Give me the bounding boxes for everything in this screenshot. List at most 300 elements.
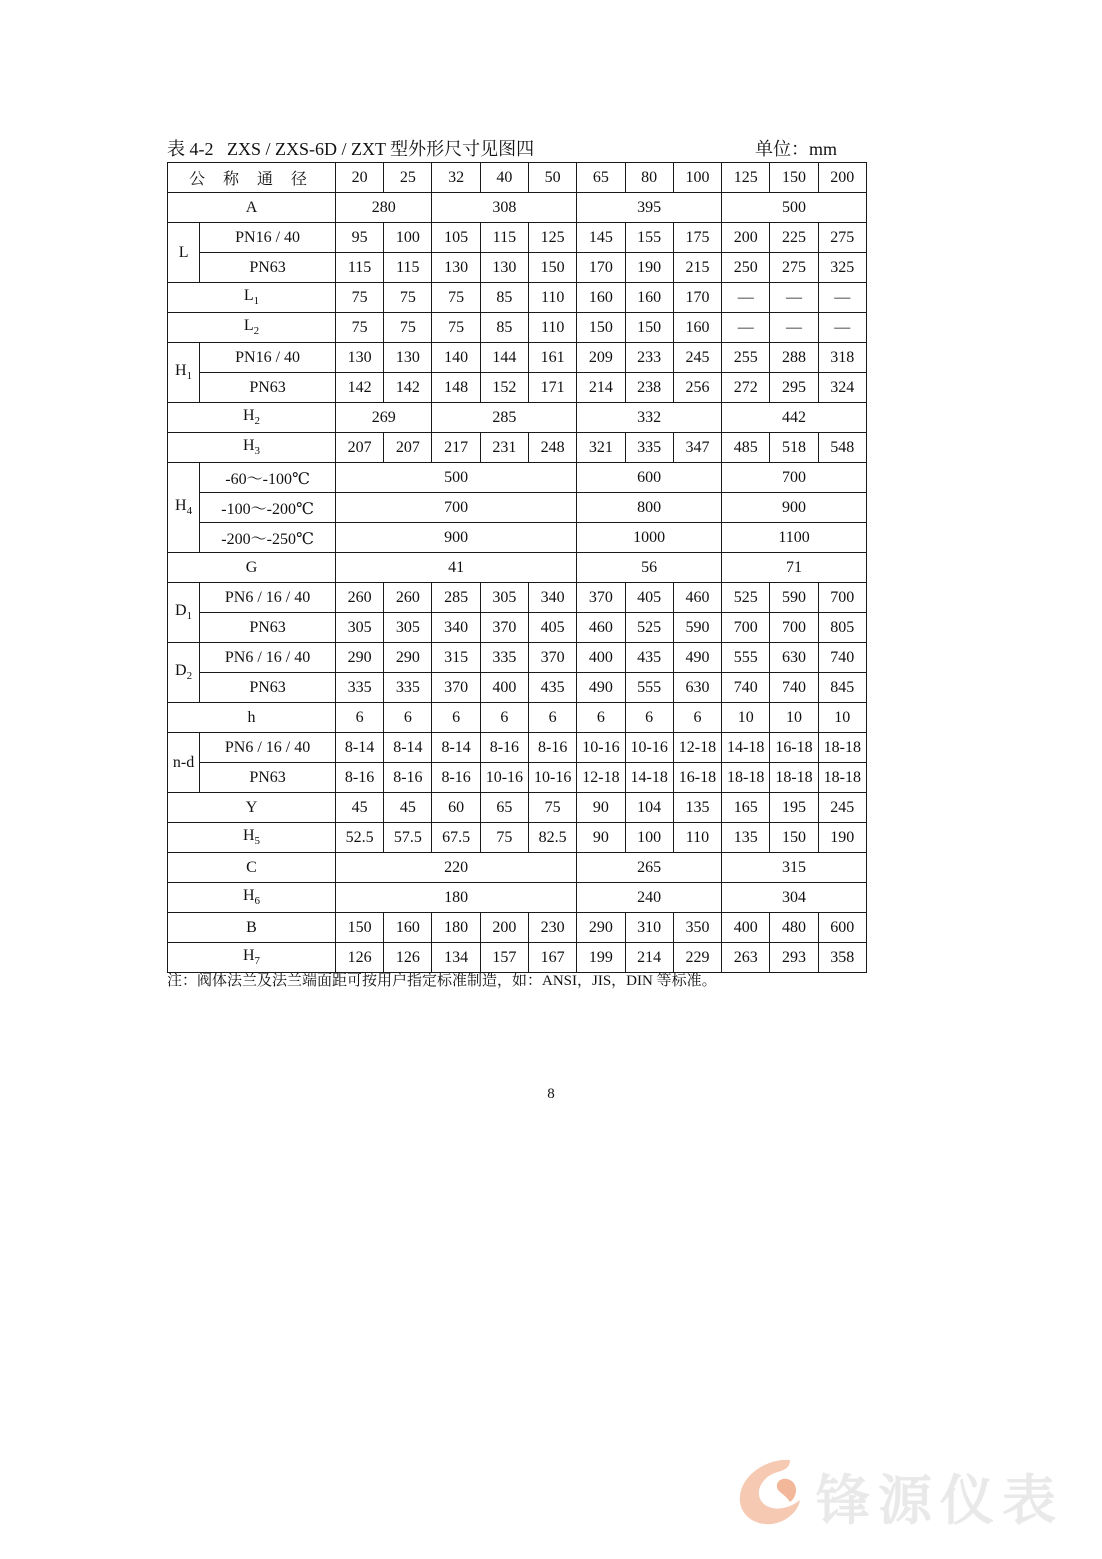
value-cell: 18-18 bbox=[818, 733, 866, 763]
row-label bbox=[168, 583, 200, 643]
value-cell: 18-18 bbox=[770, 763, 818, 793]
row-sublabel: PN6 / 16 / 40 bbox=[200, 733, 336, 763]
value-cell: 285 bbox=[432, 583, 480, 613]
value-cell: 150 bbox=[577, 313, 625, 343]
header-row bbox=[168, 163, 867, 193]
table-row bbox=[168, 583, 867, 613]
value-cell: 590 bbox=[770, 583, 818, 613]
table-row bbox=[168, 403, 867, 433]
value-cell: 10-16 bbox=[625, 733, 673, 763]
row-label-text: H bbox=[242, 827, 255, 845]
value-cell: 170 bbox=[673, 283, 721, 313]
value-cell: 442 bbox=[722, 403, 867, 433]
value-cell: 90 bbox=[577, 823, 625, 853]
value-cell: 269 bbox=[335, 403, 432, 433]
value-cell: 255 bbox=[722, 343, 770, 373]
value-cell: 400 bbox=[577, 643, 625, 673]
value-cell: 56 bbox=[577, 553, 722, 583]
value-cell: 135 bbox=[722, 823, 770, 853]
value-cell: 315 bbox=[722, 853, 867, 883]
value-cell: 405 bbox=[625, 583, 673, 613]
value-cell: 160 bbox=[384, 913, 432, 943]
table-row bbox=[168, 613, 867, 643]
table-row bbox=[168, 193, 867, 223]
row-sublabel: PN16 / 40 bbox=[200, 223, 336, 253]
value-cell: 340 bbox=[529, 583, 577, 613]
value-cell: 600 bbox=[818, 913, 866, 943]
value-cell: 100 bbox=[625, 823, 673, 853]
value-cell: 230 bbox=[529, 913, 577, 943]
dn-cell: 100 bbox=[673, 163, 721, 193]
value-cell: 740 bbox=[818, 643, 866, 673]
dimension-table bbox=[167, 162, 867, 973]
value-cell: 10-16 bbox=[480, 763, 528, 793]
dn-cell: 32 bbox=[432, 163, 480, 193]
dn-cell: 40 bbox=[480, 163, 528, 193]
value-cell: 310 bbox=[625, 913, 673, 943]
row-sublabel: PN63 bbox=[200, 673, 336, 703]
value-cell: 207 bbox=[384, 433, 432, 463]
value-cell: 800 bbox=[577, 493, 722, 523]
dn-cell: 125 bbox=[722, 163, 770, 193]
table-note: 注：阀体法兰及法兰端面距可按用户指定标准制造，如：ANSI，JIS，DIN 等标准。 bbox=[167, 973, 717, 989]
value-cell: 500 bbox=[722, 193, 867, 223]
value-cell: 145 bbox=[577, 223, 625, 253]
value-cell: 148 bbox=[432, 373, 480, 403]
table-row bbox=[168, 703, 867, 733]
value-cell: 304 bbox=[722, 883, 867, 913]
value-cell: 318 bbox=[818, 343, 866, 373]
value-cell: 260 bbox=[384, 583, 432, 613]
value-cell: 14-18 bbox=[625, 763, 673, 793]
value-cell: — bbox=[722, 283, 770, 313]
value-cell: 104 bbox=[625, 793, 673, 823]
row-label bbox=[168, 853, 336, 883]
value-cell: 82.5 bbox=[529, 823, 577, 853]
value-cell: 290 bbox=[335, 643, 383, 673]
table-row bbox=[168, 343, 867, 373]
value-cell: — bbox=[770, 313, 818, 343]
value-cell: 10-16 bbox=[529, 763, 577, 793]
value-cell: 130 bbox=[480, 253, 528, 283]
value-cell: 16-18 bbox=[673, 763, 721, 793]
value-cell: 160 bbox=[673, 313, 721, 343]
value-cell: 100 bbox=[384, 223, 432, 253]
row-label bbox=[168, 403, 336, 433]
value-cell: 45 bbox=[384, 793, 432, 823]
row-label-index: 1 bbox=[186, 370, 193, 383]
value-cell: 190 bbox=[818, 823, 866, 853]
value-cell: 217 bbox=[432, 433, 480, 463]
value-cell: 335 bbox=[625, 433, 673, 463]
value-cell: 460 bbox=[577, 613, 625, 643]
value-cell: 347 bbox=[673, 433, 721, 463]
value-cell: 150 bbox=[529, 253, 577, 283]
value-cell: 171 bbox=[529, 373, 577, 403]
row-label-index: 3 bbox=[254, 445, 260, 458]
row-sublabel: PN6 / 16 / 40 bbox=[200, 643, 336, 673]
value-cell: 8-16 bbox=[480, 733, 528, 763]
value-cell: 190 bbox=[625, 253, 673, 283]
value-cell: 332 bbox=[577, 403, 722, 433]
row-label-text: H bbox=[175, 497, 187, 515]
value-cell: 525 bbox=[722, 583, 770, 613]
row-label-index: 1 bbox=[186, 610, 193, 623]
value-cell: 548 bbox=[818, 433, 866, 463]
value-cell: 290 bbox=[384, 643, 432, 673]
value-cell: 105 bbox=[432, 223, 480, 253]
value-cell: — bbox=[722, 313, 770, 343]
value-cell: 460 bbox=[673, 583, 721, 613]
row-label bbox=[168, 553, 336, 583]
row-label-text: D bbox=[175, 662, 187, 680]
value-cell: 480 bbox=[770, 913, 818, 943]
value-cell: 700 bbox=[818, 583, 866, 613]
value-cell: 18-18 bbox=[818, 763, 866, 793]
value-cell: 41 bbox=[335, 553, 576, 583]
table-row bbox=[168, 313, 867, 343]
value-cell: 125 bbox=[529, 223, 577, 253]
value-cell: — bbox=[818, 283, 866, 313]
value-cell: 238 bbox=[625, 373, 673, 403]
value-cell: 8-16 bbox=[432, 763, 480, 793]
table-row bbox=[168, 523, 867, 553]
value-cell: 805 bbox=[818, 613, 866, 643]
row-label bbox=[168, 913, 336, 943]
value-cell: 12-18 bbox=[673, 733, 721, 763]
value-cell: 324 bbox=[818, 373, 866, 403]
value-cell: 95 bbox=[335, 223, 383, 253]
value-cell: 335 bbox=[335, 673, 383, 703]
value-cell: 350 bbox=[673, 913, 721, 943]
row-label-text: B bbox=[246, 918, 257, 936]
value-cell: 370 bbox=[577, 583, 625, 613]
value-cell: 900 bbox=[722, 493, 867, 523]
row-label bbox=[168, 223, 200, 283]
value-cell: 315 bbox=[432, 643, 480, 673]
row-sublabel: PN63 bbox=[200, 253, 336, 283]
row-label bbox=[168, 463, 200, 553]
value-cell: 135 bbox=[673, 793, 721, 823]
value-cell: 700 bbox=[770, 613, 818, 643]
value-cell: 155 bbox=[625, 223, 673, 253]
value-cell: 150 bbox=[770, 823, 818, 853]
value-cell: 500 bbox=[335, 463, 576, 493]
row-sublabel: -200～-250℃ bbox=[200, 523, 336, 553]
row-label bbox=[168, 193, 336, 223]
value-cell: 200 bbox=[480, 913, 528, 943]
value-cell: 65 bbox=[480, 793, 528, 823]
value-cell: 321 bbox=[577, 433, 625, 463]
nominal-diameter-label: 公 称 通 径 bbox=[168, 163, 336, 193]
value-cell: 240 bbox=[577, 883, 722, 913]
value-cell: 209 bbox=[577, 343, 625, 373]
value-cell: 75 bbox=[384, 313, 432, 343]
value-cell: 325 bbox=[818, 253, 866, 283]
row-label bbox=[168, 433, 336, 463]
value-cell: 67.5 bbox=[432, 823, 480, 853]
table-row bbox=[168, 733, 867, 763]
value-cell: 90 bbox=[577, 793, 625, 823]
value-cell: 305 bbox=[480, 583, 528, 613]
value-cell: 126 bbox=[384, 943, 432, 973]
value-cell: 6 bbox=[384, 703, 432, 733]
value-cell: 305 bbox=[335, 613, 383, 643]
value-cell: 85 bbox=[480, 313, 528, 343]
dn-cell: 25 bbox=[384, 163, 432, 193]
value-cell: 229 bbox=[673, 943, 721, 973]
page-number: 8 bbox=[547, 1086, 555, 1102]
value-cell: 199 bbox=[577, 943, 625, 973]
table-row bbox=[168, 853, 867, 883]
value-cell: 165 bbox=[722, 793, 770, 823]
table-row bbox=[168, 883, 867, 913]
row-sublabel: PN63 bbox=[200, 613, 336, 643]
value-cell: 75 bbox=[432, 283, 480, 313]
value-cell: 8-14 bbox=[432, 733, 480, 763]
value-cell: 285 bbox=[432, 403, 577, 433]
value-cell: 225 bbox=[770, 223, 818, 253]
value-cell: 8-16 bbox=[335, 763, 383, 793]
row-label-index: 6 bbox=[254, 895, 260, 908]
value-cell: 16-18 bbox=[770, 733, 818, 763]
flame-logo-icon bbox=[728, 1452, 818, 1532]
value-cell: 490 bbox=[673, 643, 721, 673]
row-label-index: 2 bbox=[254, 415, 260, 428]
value-cell: 370 bbox=[529, 643, 577, 673]
value-cell: 630 bbox=[673, 673, 721, 703]
value-cell: 6 bbox=[480, 703, 528, 733]
value-cell: 233 bbox=[625, 343, 673, 373]
value-cell: 700 bbox=[722, 613, 770, 643]
value-cell: 130 bbox=[432, 253, 480, 283]
value-cell: 60 bbox=[432, 793, 480, 823]
dn-cell: 80 bbox=[625, 163, 673, 193]
value-cell: 134 bbox=[432, 943, 480, 973]
value-cell: 405 bbox=[529, 613, 577, 643]
row-label bbox=[168, 643, 200, 703]
row-label bbox=[168, 823, 336, 853]
value-cell: 340 bbox=[432, 613, 480, 643]
value-cell: 200 bbox=[722, 223, 770, 253]
value-cell: 6 bbox=[529, 703, 577, 733]
row-label-index: 7 bbox=[254, 955, 260, 968]
value-cell: 518 bbox=[770, 433, 818, 463]
dn-cell: 200 bbox=[818, 163, 866, 193]
value-cell: 18-18 bbox=[722, 763, 770, 793]
value-cell: 130 bbox=[335, 343, 383, 373]
value-cell: 6 bbox=[577, 703, 625, 733]
table-row bbox=[168, 223, 867, 253]
row-sublabel: -60～-100℃ bbox=[200, 463, 336, 493]
value-cell: 110 bbox=[673, 823, 721, 853]
row-label-text: D bbox=[175, 602, 187, 620]
value-cell: 10 bbox=[722, 703, 770, 733]
value-cell: 175 bbox=[673, 223, 721, 253]
row-label-text: H bbox=[242, 947, 255, 965]
value-cell: 214 bbox=[577, 373, 625, 403]
value-cell: 8-16 bbox=[529, 733, 577, 763]
value-cell: 248 bbox=[529, 433, 577, 463]
value-cell: 256 bbox=[673, 373, 721, 403]
value-cell: 12-18 bbox=[577, 763, 625, 793]
value-cell: 130 bbox=[384, 343, 432, 373]
row-label bbox=[168, 733, 200, 793]
value-cell: — bbox=[818, 313, 866, 343]
table-row bbox=[168, 673, 867, 703]
value-cell: 75 bbox=[384, 283, 432, 313]
row-label-index: 1 bbox=[253, 295, 260, 308]
value-cell: 700 bbox=[335, 493, 576, 523]
table-row bbox=[168, 823, 867, 853]
table-row bbox=[168, 913, 867, 943]
value-cell: 110 bbox=[529, 313, 577, 343]
value-cell: 265 bbox=[577, 853, 722, 883]
value-cell: 272 bbox=[722, 373, 770, 403]
table-row bbox=[168, 643, 867, 673]
value-cell: 288 bbox=[770, 343, 818, 373]
value-cell: 590 bbox=[673, 613, 721, 643]
value-cell: 435 bbox=[529, 673, 577, 703]
row-label bbox=[168, 283, 336, 313]
row-label-index: 2 bbox=[186, 670, 193, 683]
value-cell: 157 bbox=[480, 943, 528, 973]
value-cell: 6 bbox=[432, 703, 480, 733]
value-cell: 215 bbox=[673, 253, 721, 283]
row-label-text: L bbox=[243, 317, 254, 335]
unit-label: 单位：mm bbox=[755, 139, 838, 159]
row-sublabel: PN63 bbox=[200, 763, 336, 793]
value-cell: 600 bbox=[577, 463, 722, 493]
value-cell: 435 bbox=[625, 643, 673, 673]
row-label-text: A bbox=[245, 198, 258, 216]
value-cell: 140 bbox=[432, 343, 480, 373]
row-label-text: C bbox=[246, 858, 257, 876]
value-cell: 335 bbox=[480, 643, 528, 673]
value-cell: 14-18 bbox=[722, 733, 770, 763]
value-cell: 8-14 bbox=[335, 733, 383, 763]
row-label-text: G bbox=[245, 558, 258, 576]
value-cell: 180 bbox=[335, 883, 576, 913]
value-cell: 8-14 bbox=[384, 733, 432, 763]
value-cell: 395 bbox=[577, 193, 722, 223]
value-cell: 6 bbox=[625, 703, 673, 733]
value-cell: 85 bbox=[480, 283, 528, 313]
value-cell: 126 bbox=[335, 943, 383, 973]
value-cell: 142 bbox=[384, 373, 432, 403]
row-label-text: H bbox=[175, 362, 187, 380]
value-cell: 150 bbox=[625, 313, 673, 343]
value-cell: 231 bbox=[480, 433, 528, 463]
dn-cell: 150 bbox=[770, 163, 818, 193]
value-cell: 214 bbox=[625, 943, 673, 973]
value-cell: 358 bbox=[818, 943, 866, 973]
value-cell: 275 bbox=[818, 223, 866, 253]
value-cell: 71 bbox=[722, 553, 867, 583]
row-label-index: 4 bbox=[186, 505, 193, 518]
value-cell: 845 bbox=[818, 673, 866, 703]
watermark-logo bbox=[728, 1452, 1088, 1532]
value-cell: 400 bbox=[722, 913, 770, 943]
row-sublabel: PN16 / 40 bbox=[200, 343, 336, 373]
value-cell: 167 bbox=[529, 943, 577, 973]
value-cell: 555 bbox=[625, 673, 673, 703]
value-cell: 10 bbox=[770, 703, 818, 733]
value-cell: 160 bbox=[625, 283, 673, 313]
table-row bbox=[168, 283, 867, 313]
value-cell: 75 bbox=[335, 313, 383, 343]
value-cell: 45 bbox=[335, 793, 383, 823]
table-title: 表 4-2 ZXS / ZXS-6D / ZXT 型外形尺寸见图四 bbox=[167, 139, 535, 159]
row-label-text: H bbox=[242, 407, 255, 425]
row-label-text: H bbox=[242, 437, 255, 455]
value-cell: 57.5 bbox=[384, 823, 432, 853]
value-cell: 525 bbox=[625, 613, 673, 643]
value-cell: 142 bbox=[335, 373, 383, 403]
value-cell: 1000 bbox=[577, 523, 722, 553]
value-cell: 150 bbox=[335, 913, 383, 943]
value-cell: 1100 bbox=[722, 523, 867, 553]
row-label bbox=[168, 793, 336, 823]
value-cell: 308 bbox=[432, 193, 577, 223]
dn-cell: 20 bbox=[335, 163, 383, 193]
row-label-index: 5 bbox=[254, 835, 260, 848]
value-cell: 490 bbox=[577, 673, 625, 703]
value-cell: 75 bbox=[335, 283, 383, 313]
row-label-text: h bbox=[247, 708, 256, 726]
value-cell: 900 bbox=[335, 523, 576, 553]
value-cell: 245 bbox=[673, 343, 721, 373]
row-label-text: n-d bbox=[172, 753, 195, 771]
value-cell: 195 bbox=[770, 793, 818, 823]
row-label-text: Y bbox=[245, 798, 258, 816]
value-cell: 110 bbox=[529, 283, 577, 313]
table-row bbox=[168, 373, 867, 403]
value-cell: 263 bbox=[722, 943, 770, 973]
dn-cell: 65 bbox=[577, 163, 625, 193]
value-cell: 740 bbox=[770, 673, 818, 703]
value-cell: 10 bbox=[818, 703, 866, 733]
value-cell: 400 bbox=[480, 673, 528, 703]
row-label-text: H bbox=[242, 887, 255, 905]
value-cell: — bbox=[770, 283, 818, 313]
row-label-text: L bbox=[243, 287, 254, 305]
value-cell: 245 bbox=[818, 793, 866, 823]
value-cell: 52.5 bbox=[335, 823, 383, 853]
table-row bbox=[168, 763, 867, 793]
value-cell: 115 bbox=[335, 253, 383, 283]
row-label bbox=[168, 313, 336, 343]
table-row bbox=[168, 253, 867, 283]
table-row bbox=[168, 463, 867, 493]
value-cell: 152 bbox=[480, 373, 528, 403]
value-cell: 6 bbox=[335, 703, 383, 733]
value-cell: 290 bbox=[577, 913, 625, 943]
value-cell: 485 bbox=[722, 433, 770, 463]
value-cell: 115 bbox=[384, 253, 432, 283]
value-cell: 160 bbox=[577, 283, 625, 313]
value-cell: 75 bbox=[529, 793, 577, 823]
value-cell: 370 bbox=[432, 673, 480, 703]
table-row bbox=[168, 943, 867, 973]
value-cell: 305 bbox=[384, 613, 432, 643]
value-cell: 170 bbox=[577, 253, 625, 283]
table-caption bbox=[167, 136, 867, 162]
value-cell: 370 bbox=[480, 613, 528, 643]
value-cell: 6 bbox=[673, 703, 721, 733]
value-cell: 630 bbox=[770, 643, 818, 673]
row-label-text: L bbox=[178, 243, 189, 261]
